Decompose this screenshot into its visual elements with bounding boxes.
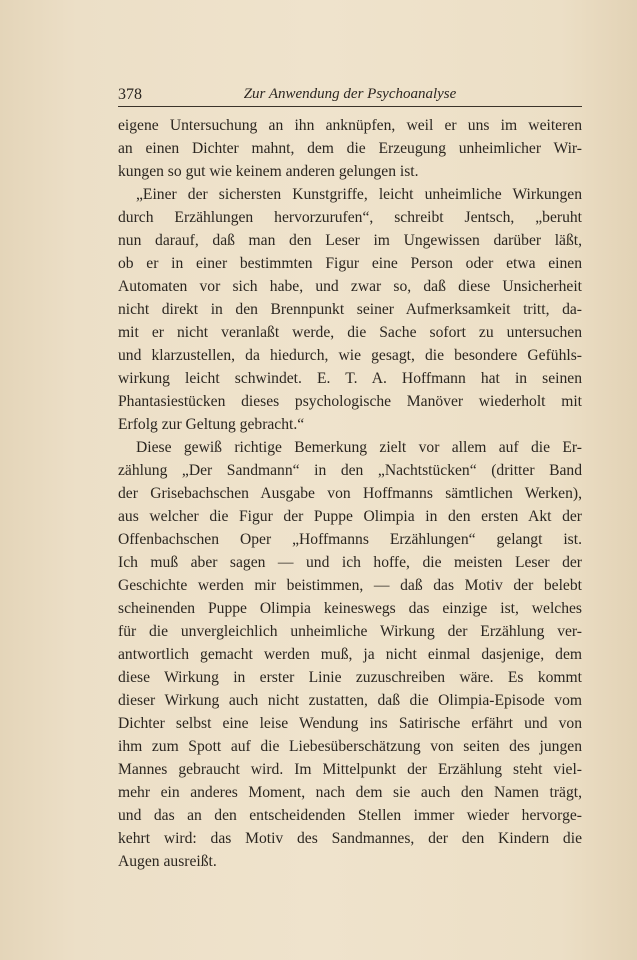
text-line: Mannes gebraucht wird. Im Mittelpunkt der Erzählung steht viel- xyxy=(118,761,582,778)
page-number: 378 xyxy=(118,86,142,103)
page-header xyxy=(118,86,582,107)
text-line: Geschichte werden mir beistimmen, — daß das Motiv der belebt xyxy=(118,577,582,594)
text-line: für die unvergleichlich unheimliche Wirkung der Erzählung ver- xyxy=(118,623,582,640)
text-line: Automaten vor sich habe, und zwar so, daß diese Unsicherheit xyxy=(118,278,582,295)
text-line: dieser Wirkung auch nicht zustatten, daß die Olimpia-Episode vom xyxy=(118,692,582,709)
text-line: Phantasiestücken dieses psychologische Manöver wiederholt mit xyxy=(118,393,582,410)
text-line: und das an den entscheidenden Stellen immer wieder hervorge- xyxy=(118,807,582,824)
text-line: und klarzustellen, da hiedurch, wie gesagt, die besondere Gefühls- xyxy=(118,347,582,364)
text-line: mehr ein anderes Moment, nach dem sie auch den Namen trägt, xyxy=(118,784,582,801)
text-line: Dichter selbst eine leise Wendung ins Satirische erfährt und von xyxy=(118,715,582,732)
text-line: ob er in einer bestimmten Figur eine Person oder etwa einen xyxy=(118,255,582,272)
running-title: Zur Anwendung der Psychoanalyse xyxy=(243,86,457,102)
text-line: ihm zum Spott auf die Liebesüberschätzung von seiten des jungen xyxy=(118,738,582,755)
text-line: „Einer der sichersten Kunstgriffe, leicht unheimliche Wirkungen xyxy=(136,186,582,203)
text-line: wirkung leicht schwindet. E. T. A. Hoffmann hat in seinen xyxy=(118,370,582,387)
text-line: an einen Dichter mahnt, dem die Erzeugung unheimlicher Wir- xyxy=(118,140,582,157)
text-line: durch Erzählungen hervorzurufen“, schreibt Jentsch, „beruht xyxy=(118,209,582,226)
text-line: diese Wirkung in erster Linie zuzuschreiben wäre. Es kommt xyxy=(118,669,582,686)
text-line: zählung „Der Sandmann“ in den „Nachtstücken“ (dritter Band xyxy=(118,462,582,479)
text-line: Erfolg zur Geltung gebracht.“ xyxy=(118,416,305,433)
text-line: Augen ausreißt. xyxy=(118,853,217,870)
text-line: Diese gewiß richtige Bemerkung zielt vor allem auf die Er- xyxy=(136,439,582,456)
text-line: kungen so gut wie keinem anderen gelungen ist. xyxy=(118,163,419,180)
text-line: Ich muß aber sagen — und ich hoffe, die meisten Leser der xyxy=(118,554,582,571)
text-line: scheinenden Puppe Olimpia keineswegs das einzige ist, welches xyxy=(118,600,582,617)
text-line: aus welcher die Figur der Puppe Olimpia in den ersten Akt der xyxy=(118,508,582,525)
body-text xyxy=(118,114,582,873)
text-line: antwortlich gemacht werden muß, ja nicht einmal dasjenige, dem xyxy=(118,646,582,663)
text-line: kehrt wird: das Motiv des Sandmannes, der den Kindern die xyxy=(118,830,582,847)
text-line: der Grisebachschen Ausgabe von Hoffmanns sämtlichen Werken), xyxy=(118,485,582,502)
text-line: Offenbachschen Oper „Hoffmanns Erzählungen“ gelangt ist. xyxy=(118,531,582,548)
text-line: nun darauf, daß man den Leser im Ungewissen darüber läßt, xyxy=(118,232,582,249)
text-line: nicht direkt in den Brennpunkt seiner Aufmerksamkeit tritt, da- xyxy=(118,301,582,318)
text-line: mit er nicht veranlaßt werde, die Sache sofort zu untersuchen xyxy=(118,324,582,341)
text-line: eigene Untersuchung an ihn anknüpfen, weil er uns im weiteren xyxy=(118,117,582,134)
